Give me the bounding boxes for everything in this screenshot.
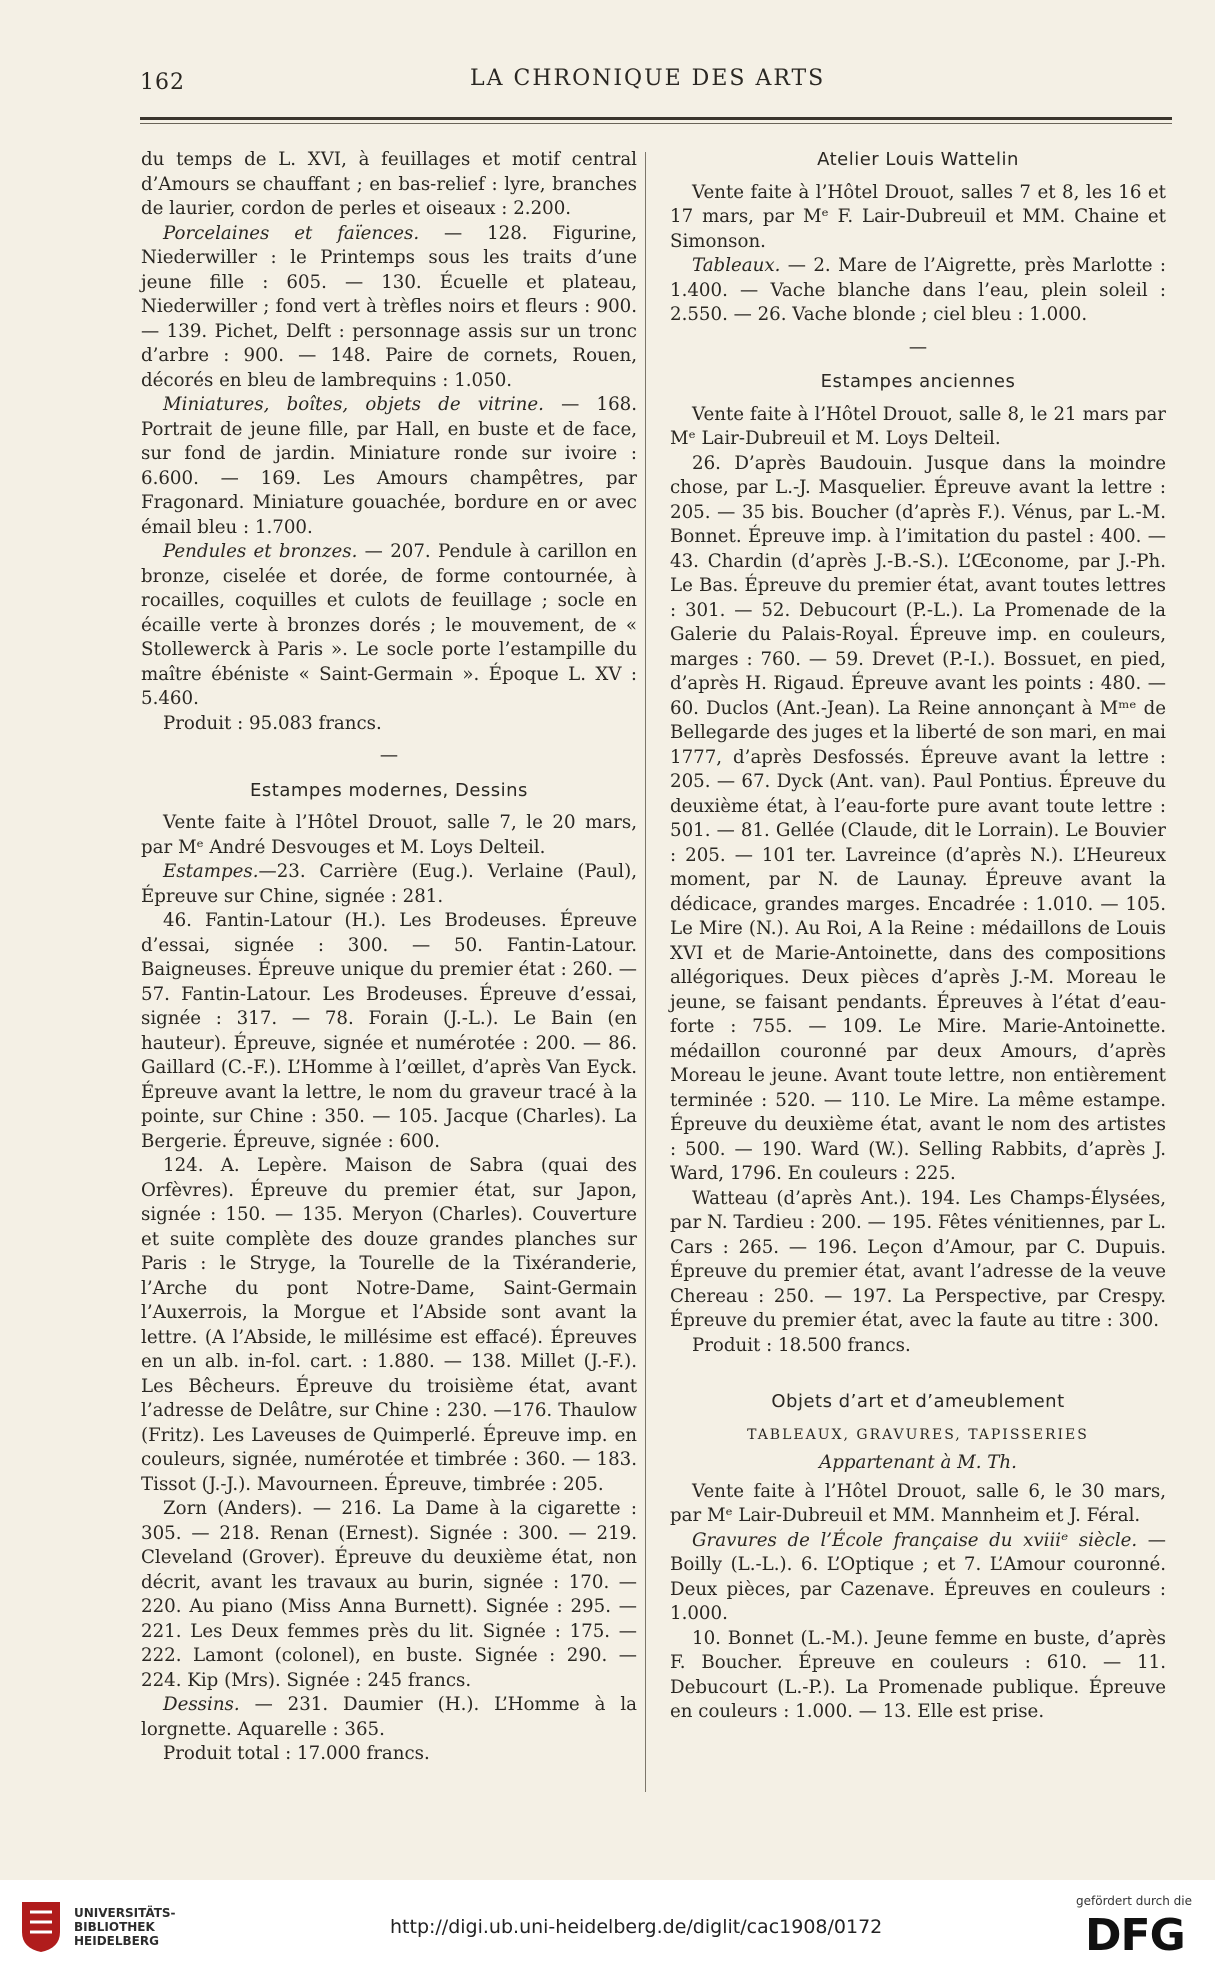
header-rule [140, 117, 1172, 120]
paragraph: Watteau (d’après Ant.). 194. Les Champs-Élysées, par N. Tardieu : 200. — 195. Fêtes vénitiennes, par L. Cars : 265. — 196. Leçon d’Amour, par C. Dupuis. Épreuve du premier état, avant l’adresse de la veuve Chereau : 250. — 197. La Perspective, par Crespy. Épreuve du premier état, avec la faute au titre : 300. [670, 1187, 1166, 1331]
institution-name [74, 1906, 176, 1948]
paragraph-text: —23. Carrière (Eug.). Verlaine (Paul), Épreuve sur Chine, signée : 281. [141, 861, 637, 907]
left-column [141, 148, 637, 1767]
paragraph-text: — Boilly (L.-L.). 6. L’Optique ; et 7. L’Amour couronné. Deux pièces, par Cazenave. Épreuves en couleurs : 1.000. [670, 1529, 1166, 1624]
section-heading: Estampes anciennes [820, 371, 1016, 392]
paragraph: du temps de L. XVI, à feuillages et motif central d’Amours se chauffant ; en bas-relief : lyre, branches de laurier, cordon de perles et oiseaux : 2.200. [141, 149, 637, 219]
paragraph [141, 540, 637, 712]
paragraph: Vente faite à l’Hôtel Drouot, salles 7 et 8, les 16 et 17 mars, par Mᵉ F. Lair-Dubreuil et MM. Chaine et Simonson. [670, 181, 1166, 252]
column-divider [645, 152, 646, 1792]
paragraph: Vente faite à l’Hôtel Drouot, salle 6, le 30 mars, par Mᵉ Lair-Dubreuil et MM. Mannheim et J. Féral. [670, 1480, 1166, 1526]
running-title: LA CHRONIQUE DES ARTS [470, 66, 826, 91]
header-rule-thin [140, 123, 1172, 124]
paragraph: Vente faite à l’Hôtel Drouot, salle 7, le 20 mars, par Mᵉ André Desvouges et M. Loys Delteil. [141, 812, 637, 858]
paragraph: 26. D’après Baudouin. Jusque dans la moindre chose, par L.-J. Masquelier. Épreuve avant la lettre : 205. — 35 bis. Boucher (d’après F.). Vénus, par L.-M. Bonnet. Épreuve imp. à l’imitation du pastel : 400. — 43. Chardin (d’après J.-B.-S.). L’Œconome, par J.-Ph. Le Bas. Épreuve du premier état, avant toutes lettres : 301. — 52. Debucourt (P.-L.). La Promenade de la Galerie du Palais-Royal. Épreuve imp. en couleurs, marges : 760. — 59. Drevet (P.-I.). Bossuet, en pied, d’après H. Rigaud. Épreuve avant les points : 480. — 60. Duclos (Ant.-Jean). La Reine annonçant à Mᵐᵉ de Bellegarde des juges et la liberté de son mari, en mai 1777, d’après Desfossés. Épreuve avant la lettre : 205. — 67. Dyck (Ant. van). Paul Pontius. Épreuve du deuxième état, à l’eau-forte pure avant toute lettre : 501. — 81. Gellée (Claude, dit le Lorrain). Le Bouvier : 205. — 101 ter. Lavreince (d’après N.). L’Heureux moment, par N. de Launay. Épreuve avant la dédicace, grandes marges. Encadrée : 1.010. — 105. Le Mire (N.). Au Roi, A la Reine : médaillons de Louis XVI et de Marie-Antoinette, dans des compositions allégoriques. Deux pièces d’après J.-M. Moreau le jeune, se faisant pendants. Épreuves à l’état d’eau-forte : 755. — 109. Le Mire. Marie-Antoinette. médaillon couronné par deux Amours, d’après Moreau le jeune. Avant toute lettre, non entièrement terminée : 520. — 110. Le Mire. La même estampe. Épreuve du deuxième état, avant le nom des artistes : 500. — 190. Ward (W.). Selling Rabbits, d’après J. Ward, 1796. En couleurs : 225. [670, 452, 1166, 1184]
university-seal-icon [18, 1898, 64, 1954]
paragraph: 46. Fantin-Latour (H.). Les Brodeuses. Épreuve d’essai, signée : 300. — 50. Fantin-Latour. Baigneuses. Épreuve unique du premier état : 260. — 57. Fantin-Latour. Les Brodeuses. Épreuve d’essai, signée : 317. — 78. Forain (J.-L.). Le Bain (en hauteur). Épreuve, signée et numérotée : 200. — 86. Gaillard (C.-F.). L’Homme à l’œillet, d’après Van Eyck. Épreuve avant la lettre, le nom du graveur tracé à la pointe, sur Chine : 350. — 105. Jacque (Charles). La Bergerie. Épreuve, signée : 600. [141, 910, 637, 1152]
institution-line: UNIVERSITÄTS- [74, 1906, 176, 1920]
section-separator: — [379, 745, 399, 766]
paragraph-text: — 128. Figurine, Niederwiller : le Printemps sous les traits d’une jeune fille : 605. — 130. Écuelle et plateau, Niederwiller ; fond vert à trèfles noirs et fleurs : 900. — 139. Pichet, Delft : personnage assis sur un tronc d’arbre : 900. — 148. Paire de cornets, Rouen, décorés en bleu de lambrequins : 1.050. [141, 222, 638, 391]
paragraph [670, 1529, 1166, 1627]
paragraph: 10. Bonnet (L.-M.). Jeune femme en buste, d’après F. Boucher. Épreuve en couleurs : 610. — 11. Debucourt (L.-P.). La Promenade publique. Épreuve en couleurs : 1.000. — 13. Elle est prise. [670, 1627, 1166, 1722]
section-label: Miniatures, boîtes, objets de vitrine. [163, 394, 544, 415]
paragraph: Vente faite à l’Hôtel Drouot, salle 8, le 21 mars par Mᵉ Lair-Dubreuil et M. Loys Delteil. [670, 403, 1166, 449]
paragraph-text: — 2. Mare de l’Aigrette, près Marlotte : 1.400. — Vache blanche dans l’eau, plein soleil : 2.550. — 26. Vache blonde ; ciel bleu : 1.000. [670, 255, 1166, 325]
page-number: 162 [140, 70, 185, 95]
paragraph [141, 860, 637, 909]
page-header [140, 66, 1170, 110]
section-separator: — [908, 336, 928, 358]
dfg-logo: DFG [1085, 1910, 1185, 1961]
source-url-link[interactable]: http://digi.ub.uni-heidelberg.de/diglit/cac1908/0172 [390, 1916, 883, 1938]
digitization-footer [0, 1880, 1215, 1976]
section-label: Pendules et bronzes. [163, 541, 358, 562]
funded-by-label: gefördert durch die [1076, 1894, 1192, 1908]
right-column [670, 148, 1166, 1725]
section-subheading: TABLEAUX, GRAVURES, TAPISSERIES [747, 1426, 1089, 1443]
total-line: Produit : 95.083 francs. [163, 712, 382, 734]
paragraph-text: — 231. Daumier (H.). L’Homme à la lorgnette. Aquarelle : 365. [141, 1694, 637, 1740]
spacer [670, 1358, 1166, 1384]
total-line: Produit : 18.500 francs. [692, 1334, 911, 1356]
paragraph [141, 1693, 637, 1742]
section-heading: Estampes modernes, Dessins [250, 779, 528, 801]
section-label: Estampes. [163, 861, 259, 882]
section-label: Gravures de l’École française du xviiiᵉ siècle. [692, 1529, 1138, 1551]
paragraph: 124. A. Lepère. Maison de Sabra (quai des Orfèvres). Épreuve du premier état, sur Japon, signée : 150. — 135. Meryon (Charles). Couverture et suite complète des douze grandes planches sur Paris : le Stryge, la Tourelle de la Tixéranderie, l’Arche du pont Notre-Dame, Saint-Germain l’Auxerrois, la Morgue et l’Abside sont avant la lettre. (A l’Abside, le millésime est effacé). Épreuves en un alb. in-fol. cart. : 1.880. — 138. Millet (J.-F.). Les Bêcheurs. Épreuve du troisième état, avant l’adresse de Delâtre, sur Chine : 230. —176. Thaulow (Fritz). Les Laveuses de Quimperlé. Épreuve imp. en couleurs, signée, numérotée et timbrée : 360. — 183. Tissot (J.-J.). Mavourneen. Épreuve, timbrée : 205. [141, 1155, 637, 1495]
paragraph [141, 393, 637, 540]
paragraph [670, 254, 1166, 328]
section-heading: Atelier Louis Wattelin [817, 149, 1019, 170]
section-label: Porcelaines et faïences. [163, 222, 420, 244]
paragraph [141, 222, 637, 394]
paragraph-text: — 207. Pendule à carillon en bronze, ciselée et dorée, de forme contournée, à rocailles, coquilles et culots de feuillage ; socle en écaille verte à bronzes dorés ; le mouvement, de « Stollewerck à Paris ». Le socle porte l’estampille du maître ébéniste « Saint-Germain ». Époque L. XV : 5.460. [141, 541, 637, 709]
institution-line: HEIDELBERG [74, 1934, 159, 1948]
paragraph: Zorn (Anders). — 216. La Dame à la cigarette : 305. — 218. Renan (Ernest). Signée : 300. — 219. Cleveland (Grover). Épreuve du deuxième état, non décrit, avant les travaux au burin, signée : 170. — 220. Au piano (Miss Anna Burnett). Signée : 295. — 221. Les Deux femmes près du lit. Signée : 175. — 222. Lamont (colonel), en buste. Signée : 290. — 224. Kip (Mrs). Signée : 245 francs. [141, 1498, 637, 1691]
section-heading: Objets d’art et d’ameublement [771, 1391, 1065, 1412]
institution-line: BIBLIOTHEK [74, 1920, 155, 1934]
owner-line: Appartenant à M. Th. [819, 1452, 1017, 1473]
paragraph-text: — 168. Portrait de jeune fille, par Hall, en buste et de face, sur fond de jardin. Miniature ronde sur ivoire : 6.600. — 169. Les Amours champêtres, par Fragonard. Miniature gouachée, bordure en or avec émail bleu : 1.700. [141, 394, 638, 538]
section-label: Tableaux. [692, 255, 781, 276]
section-label: Dessins. [163, 1694, 240, 1715]
total-line: Produit total : 17.000 francs. [163, 1743, 430, 1764]
